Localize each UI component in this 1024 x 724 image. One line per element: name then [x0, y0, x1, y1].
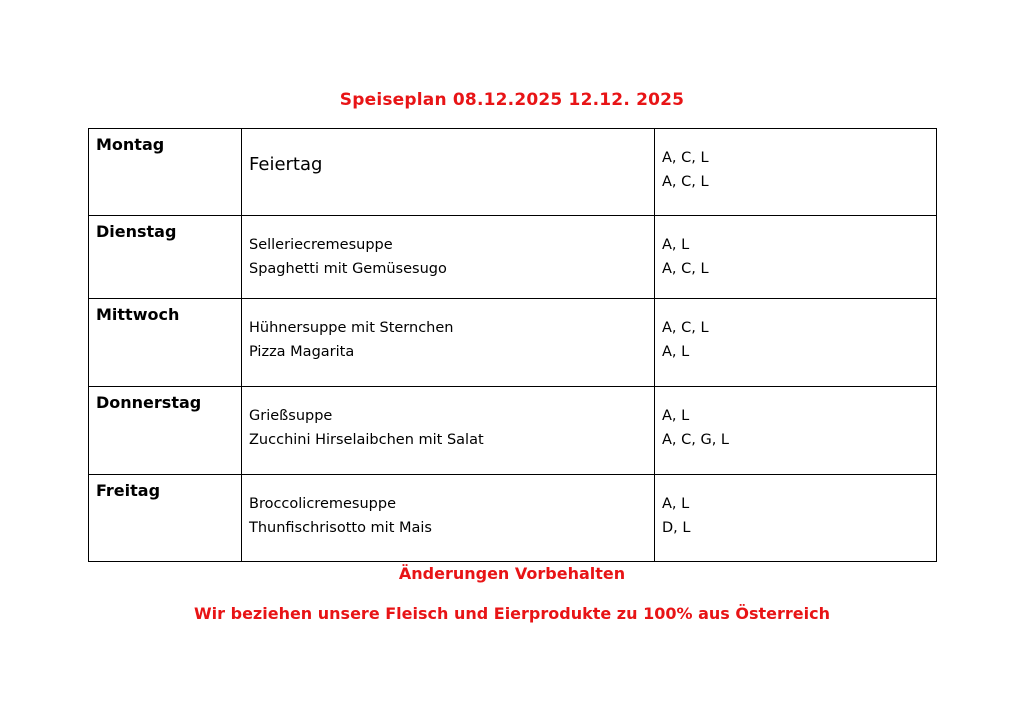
changes-reserved-note: Änderungen Vorbehalten: [398, 564, 626, 583]
day-name: Dienstag: [96, 222, 177, 241]
dishes-cell: [242, 129, 655, 216]
day-name: Donnerstag: [96, 393, 202, 412]
allergen-codes: A, C, L: [662, 261, 709, 277]
allergen-codes: A, L: [662, 344, 690, 360]
day-name: Freitag: [96, 481, 161, 500]
dishes-cell: [242, 475, 655, 562]
allergens-cell: [655, 216, 937, 299]
menu-title: Speiseplan 08.12.2025 12.12. 2025: [339, 90, 685, 110]
origin-note: Wir beziehen unsere Fleisch und Eierprodukte zu 100% aus Österreich: [194, 604, 830, 623]
allergen-codes: A, C, G, L: [662, 432, 730, 448]
allergen-codes: A, C, L: [662, 320, 709, 336]
dishes-cell: [242, 387, 655, 475]
dish-item: Thunfischrisotto mit Mais: [249, 520, 432, 536]
day-cell: [89, 129, 242, 216]
weekly-menu-table: [88, 128, 937, 562]
allergens-cell: [655, 299, 937, 387]
allergen-codes: A, C, L: [662, 174, 709, 190]
dish-item: Pizza Magarita: [249, 344, 355, 360]
dishes-cell: [242, 299, 655, 387]
dish-item: Grießsuppe: [249, 408, 333, 424]
dish-item: Spaghetti mit Gemüsesugo: [249, 261, 447, 277]
allergens-cell: [655, 129, 937, 216]
table-row-donnerstag: [89, 387, 937, 475]
table-row-montag: [89, 129, 937, 216]
table-row-dienstag: [89, 216, 937, 299]
dish-item: Selleriecremesuppe: [249, 237, 393, 253]
dish-item: Broccolicremesuppe: [249, 496, 396, 512]
table-row-mittwoch: [89, 299, 937, 387]
allergen-codes: A, L: [662, 237, 690, 253]
day-name: Montag: [96, 135, 165, 154]
allergens-cell: [655, 475, 937, 562]
allergen-codes: A, L: [662, 408, 690, 424]
allergen-codes: D, L: [662, 520, 691, 536]
day-cell: [89, 387, 242, 475]
day-name: Mittwoch: [96, 305, 180, 324]
allergen-codes: A, C, L: [662, 150, 709, 166]
dish-item: Zucchini Hirselaibchen mit Salat: [249, 432, 484, 448]
table-row-freitag: [89, 475, 937, 562]
dishes-cell: [242, 216, 655, 299]
dish-item: Hühnersuppe mit Sternchen: [249, 320, 454, 336]
day-cell: [89, 475, 242, 562]
allergens-cell: [655, 387, 937, 475]
day-cell: [89, 216, 242, 299]
allergen-codes: A, L: [662, 496, 690, 512]
dish-item: Feiertag: [249, 154, 323, 175]
day-cell: [89, 299, 242, 387]
